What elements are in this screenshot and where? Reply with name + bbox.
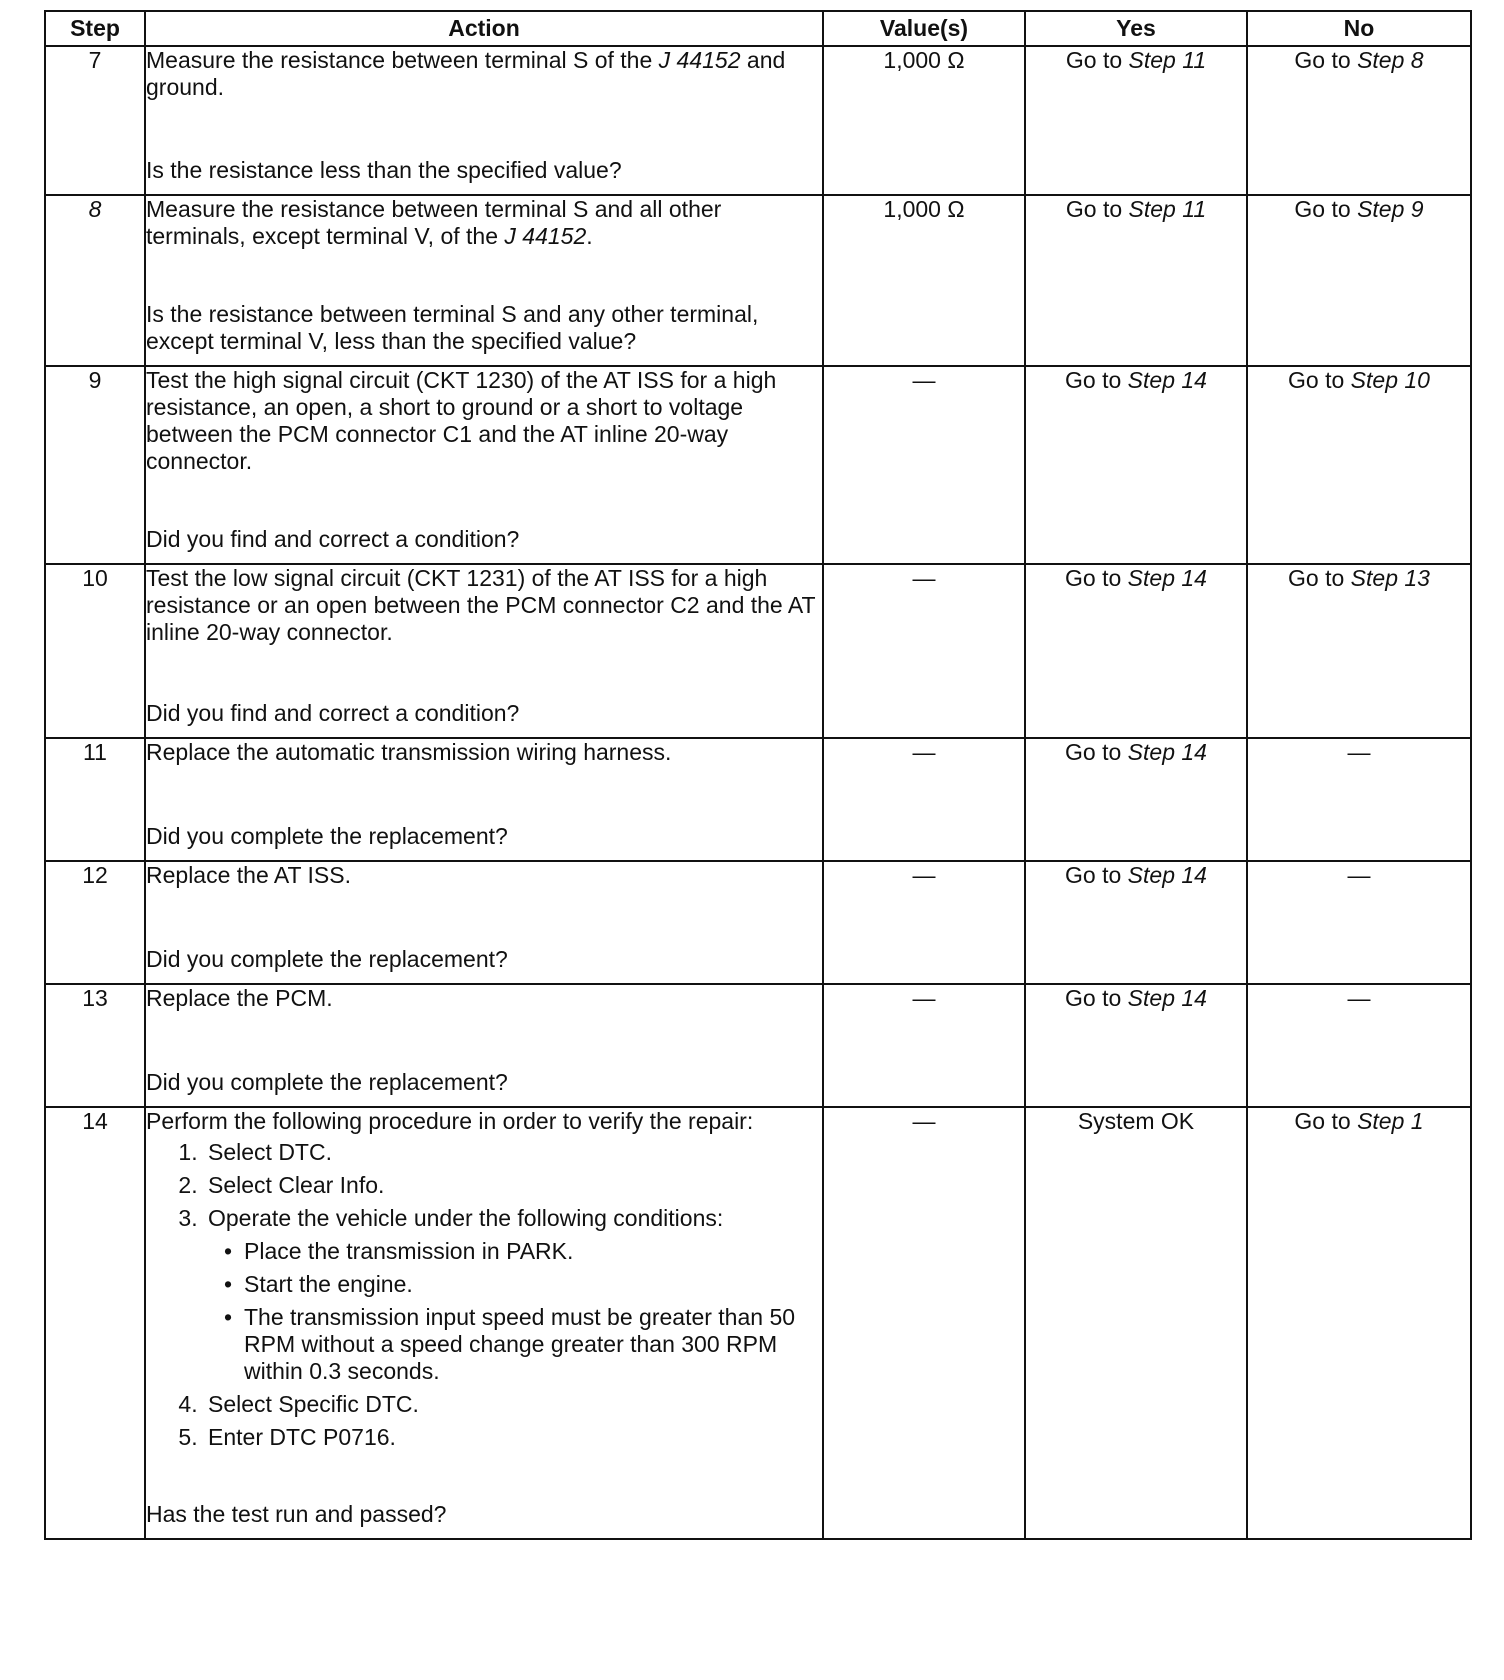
action-cell [145,195,823,366]
table-row [45,1107,1471,1539]
action-text: Measure the resistance between terminal S of the J 44152 and ground. [146,47,786,100]
action-cell [145,564,823,738]
yes-cell: System OK [1025,1107,1247,1539]
diagnostic-table [44,10,1472,1540]
header-step: Step [45,11,145,46]
yes-cell: Go to Step 14 [1025,366,1247,564]
step-number: 7 [45,46,145,195]
action-text: Replace the AT ISS. [146,862,351,888]
action-question: Did you complete the replacement? [146,946,508,972]
table-row [45,564,1471,738]
condition-item: • Place the transmission in PARK. [240,1238,822,1265]
no-cell: Go to Step 8 [1247,46,1471,195]
action-text: Replace the automatic transmission wiring harness. [146,739,672,765]
action-question: Did you complete the replacement? [146,823,508,849]
header-action: Action [145,11,823,46]
value-cell: — [823,861,1025,984]
conditions-list [208,1238,822,1385]
yes-cell: Go to Step 11 [1025,46,1247,195]
header-yes: Yes [1025,11,1247,46]
action-text: Measure the resistance between terminal S and all other terminals, except terminal V, of the J 44152. [146,196,722,249]
step-number: 13 [45,984,145,1107]
action-cell [145,46,823,195]
step-number: 8 [45,195,145,366]
header-row [45,11,1471,46]
table-row [45,738,1471,861]
table-row [45,366,1471,564]
procedure-step: 2. Select Clear Info. [204,1172,822,1199]
step-number: 9 [45,366,145,564]
table-row [45,861,1471,984]
no-cell: — [1247,861,1471,984]
action-text: Perform the following procedure in order to verify the repair: [146,1108,754,1134]
table-row [45,46,1471,195]
action-question: Is the resistance between terminal S and any other terminal, except terminal V, less than the specified value? [146,301,759,354]
value-cell: 1,000 Ω [823,46,1025,195]
action-text: Test the low signal circuit (CKT 1231) of the AT ISS for a high resistance or an open between the PCM connector C2 and the AT inline 20-way connector. [146,565,816,645]
action-question: Is the resistance less than the specified value? [146,157,622,183]
value-cell: 1,000 Ω [823,195,1025,366]
step-number: 12 [45,861,145,984]
no-cell: — [1247,738,1471,861]
procedure-list [146,1139,822,1451]
header-values: Value(s) [823,11,1025,46]
no-cell: Go to Step 13 [1247,564,1471,738]
procedure-step: 5. Enter DTC P0716. [204,1424,822,1451]
step-number: 11 [45,738,145,861]
action-text: Test the high signal circuit (CKT 1230) of the AT ISS for a high resistance, an open, a short to ground or a short to voltage between the PCM connector C1 and the AT inline 20-way connector. [146,367,777,474]
action-cell [145,366,823,564]
action-cell [145,738,823,861]
condition-item: • Start the engine. [240,1271,822,1298]
step-number: 14 [45,1107,145,1539]
action-cell [145,861,823,984]
header-no: No [1247,11,1471,46]
no-cell: Go to Step 10 [1247,366,1471,564]
action-question: Did you find and correct a condition? [146,700,520,726]
action-cell [145,984,823,1107]
value-cell: — [823,1107,1025,1539]
value-cell: — [823,738,1025,861]
procedure-step: 3. Operate the vehicle under the following conditions: • Place the transmission in PARK. • Start the engine. • The transmission input speed must be greater than 50 RPM without a speed change greater than 300 RPM within 0.3 seconds. [204,1205,822,1385]
no-cell: — [1247,984,1471,1107]
table-row [45,195,1471,366]
yes-cell: Go to Step 11 [1025,195,1247,366]
no-cell: Go to Step 1 [1247,1107,1471,1539]
action-question: Has the test run and passed? [146,1501,447,1527]
step-number: 10 [45,564,145,738]
no-cell: Go to Step 9 [1247,195,1471,366]
yes-cell: Go to Step 14 [1025,861,1247,984]
procedure-step: 1. Select DTC. [204,1139,822,1166]
procedure-step: 4. Select Specific DTC. [204,1391,822,1418]
yes-cell: Go to Step 14 [1025,984,1247,1107]
condition-item: • The transmission input speed must be greater than 50 RPM without a speed change greater than 300 RPM within 0.3 seconds. [240,1304,822,1385]
action-text: Replace the PCM. [146,985,333,1011]
yes-cell: Go to Step 14 [1025,564,1247,738]
yes-cell: Go to Step 14 [1025,738,1247,861]
value-cell: — [823,984,1025,1107]
value-cell: — [823,564,1025,738]
value-cell: — [823,366,1025,564]
action-question: Did you find and correct a condition? [146,526,520,552]
table-row [45,984,1471,1107]
action-question: Did you complete the replacement? [146,1069,508,1095]
action-cell [145,1107,823,1539]
